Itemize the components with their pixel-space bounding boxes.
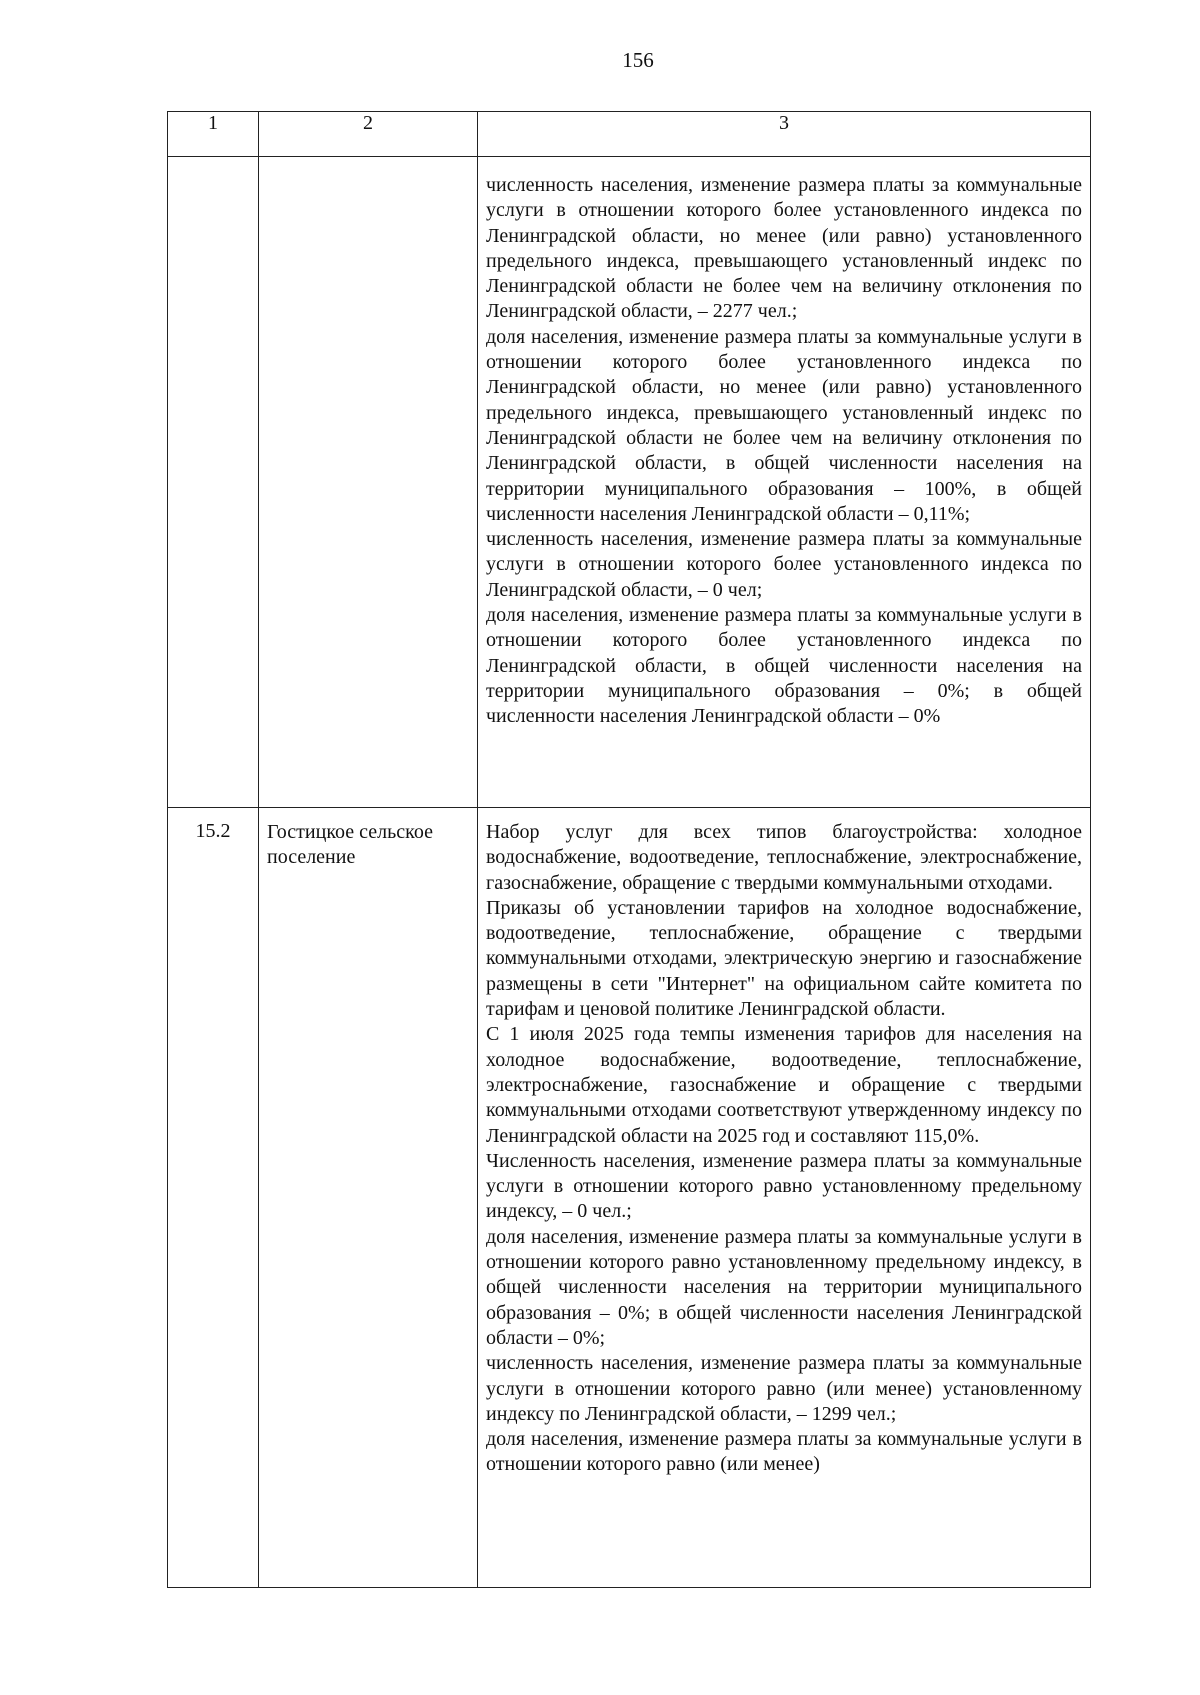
paragraph: Численность населения, изменение размера платы за коммунальные услуги в отношении которого равно установленному предельному индексу, – 0 чел.; [486, 1149, 1082, 1223]
paragraph: Приказы об установлении тарифов на холодное водоснабжение, водоотведение, теплоснабжение, обращение с твердыми коммунальными отходами, электрическую энергию и газоснабжение размещены в сети "Интернет" на официальном сайте комитета по тарифам и ценовой политике Ленинградской области. [486, 896, 1082, 1021]
data-table [167, 111, 1091, 1588]
row1-description-cell [478, 157, 1091, 808]
paragraph: доля населения, изменение размера платы за коммунальные услуги в отношении которого равно (или менее) [486, 1428, 1082, 1476]
row1-number-cell [168, 157, 259, 808]
paragraph: доля населения, изменение размера платы за коммунальные услуги в отношении которого более установленного индекса по Ленинградской области, но менее (или равно) установленного предельного индекса, превышающего установленный индекс по Ленинградской области не более чем на величину отклонения по Ленинградской области, в общей численности населения на территории муниципального образования – 100%, в общей численности населения Ленинградской области – 0,11%; [486, 325, 1082, 525]
paragraph: доля населения, изменение размера платы за коммунальные услуги в отношении которого равно установленному предельному индексу, в общей численности населения на территории муниципального образования – 0%; в общей численности населения Ленинградской области – 0%; [486, 1225, 1082, 1349]
paragraph: численность населения, изменение размера платы за коммунальные услуги в отношении которого более установленного индекса по Ленинградской области, – 0 чел; [486, 528, 1082, 601]
table-row [168, 808, 1091, 1588]
row2-description-cell [478, 808, 1091, 1588]
row2-name-cell: Гостицкое сельское поселение [259, 808, 478, 1588]
paragraph: численность населения, изменение размера платы за коммунальные услуги в отношении которого более установленного индекса по Ленинградской области, но менее (или равно) установленного предельного индекса, превышающего установленный индекс по Ленинградской области не более чем на величину отклонения по Ленинградской области, – 2277 чел.; [486, 174, 1082, 323]
paragraph: численность населения, изменение размера платы за коммунальные услуги в отношении которого равно (или менее) установленному индексу по Ленинградской области, – 1299 чел.; [486, 1352, 1082, 1425]
row2-number-cell: 15.2 [168, 808, 259, 1588]
page-number: 156 [622, 48, 654, 72]
paragraph: С 1 июля 2025 года темпы изменения тарифов для населения на холодное водоснабжение, водоотведение, теплоснабжение, электроснабжение, газоснабжение и обращение с твердыми коммунальными отходами соответствуют утвержденному индексу по Ленинградской области на 2025 год и составляют 115,0%. [486, 1023, 1082, 1147]
header-col-3: 3 [478, 112, 1091, 157]
table-header-row [168, 112, 1091, 157]
row1-name-cell [259, 157, 478, 808]
header-col-2: 2 [259, 112, 478, 157]
paragraph: доля населения, изменение размера платы за коммунальные услуги в отношении которого более установленного индекса по Ленинградской области, в общей численности населения на территории муниципального образования – 0%; в общей численности населения Ленинградской области – 0% [486, 604, 1082, 728]
header-col-1: 1 [168, 112, 259, 157]
paragraph: Набор услуг для всех типов благоустройства: холодное водоснабжение, водоотведение, теплоснабжение, электроснабжение, газоснабжение, обращение с твердыми коммунальными отходами. [486, 821, 1082, 894]
table-row [168, 157, 1091, 808]
